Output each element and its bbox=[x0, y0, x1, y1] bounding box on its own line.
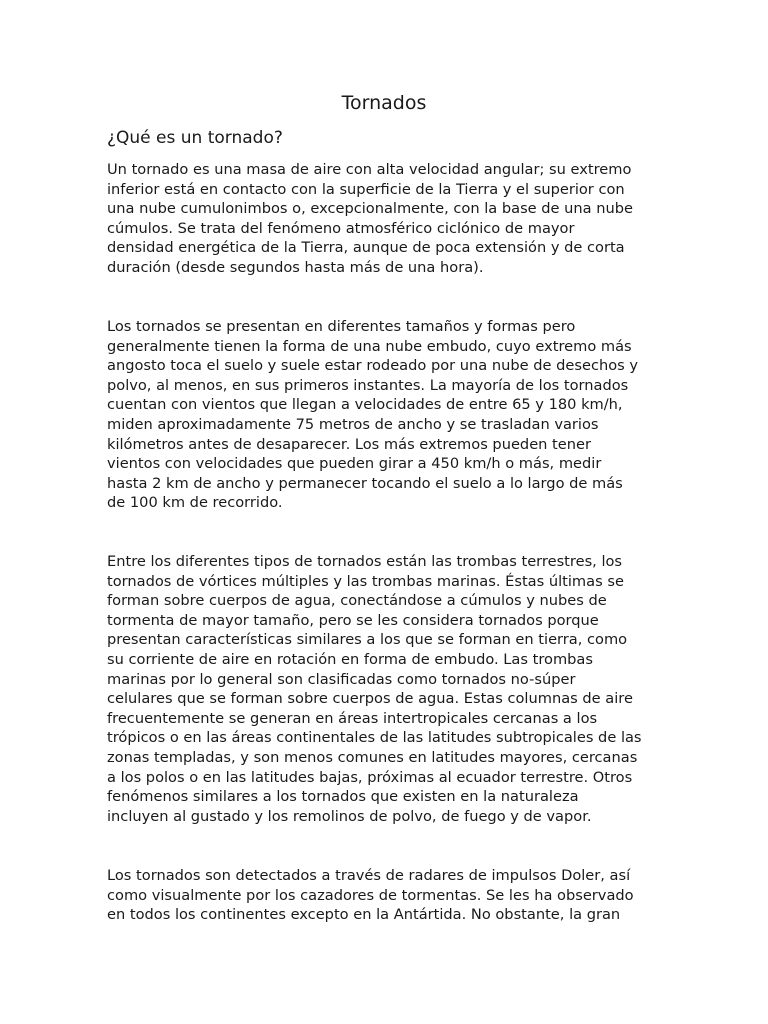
text-line: tornados de vórtices múltiples y las trombas marinas. Éstas últimas se bbox=[107, 572, 624, 590]
text-line: marinas por lo general son clasificadas como tornados no-súper bbox=[107, 670, 576, 688]
text-line: su corriente de aire en rotación en forma de embudo. Las trombas bbox=[107, 650, 593, 668]
document-title: Tornados bbox=[341, 92, 427, 114]
paragraph-2 bbox=[107, 317, 667, 513]
paragraph-4 bbox=[107, 866, 667, 925]
text-line: miden aproximadamente 75 metros de ancho y se trasladan varios bbox=[107, 415, 599, 433]
text-line: kilómetros antes de desaparecer. Los más extremos pueden tener bbox=[107, 435, 591, 453]
text-line: polvo, al menos, en sus primeros instantes. La mayoría de los tornados bbox=[107, 376, 629, 394]
text-line: cuentan con vientos que llegan a velocidades de entre 65 y 180 km/h, bbox=[107, 396, 623, 414]
text-line: vientos con velocidades que pueden girar a 450 km/h o más, medir bbox=[107, 455, 602, 473]
text-line: como visualmente por los cazadores de tormentas. Se les ha observado bbox=[107, 886, 634, 904]
text-line: incluyen al gustado y los remolinos de polvo, de fuego y de vapor. bbox=[107, 807, 592, 825]
text-line: Entre los diferentes tipos de tornados están las trombas terrestres, los bbox=[107, 553, 623, 570]
text-line: en todos los continentes excepto en la Antártida. No obstante, la gran bbox=[107, 906, 621, 924]
section-heading: ¿Qué es un tornado? bbox=[107, 128, 283, 148]
text-line: inferior está en contacto con la superficie de la Tierra y el superior con bbox=[107, 180, 625, 198]
text-line: fenómenos similares a los tornados que existen en la naturaleza bbox=[107, 788, 579, 806]
text-line: cúmulos. Se trata del fenómeno atmosférico ciclónico de mayor bbox=[107, 219, 575, 237]
text-line: zonas templadas, y son menos comunes en latitudes mayores, cercanas bbox=[107, 748, 638, 766]
text-line: densidad energética de la Tierra, aunque de poca extensión y de corta bbox=[107, 239, 625, 257]
paragraph-1 bbox=[107, 160, 667, 278]
text-line: generalmente tienen la forma de una nube embudo, cuyo extremo más bbox=[107, 337, 632, 355]
text-line: presentan características similares a los que se forman en tierra, como bbox=[107, 631, 628, 649]
text-line: angosto toca el suelo y suele estar rodeado por una nube de desechos y bbox=[107, 357, 639, 375]
text-line: forman sobre cuerpos de agua, conectándose a cúmulos y nubes de bbox=[107, 592, 607, 610]
text-line: frecuentemente se generan en áreas intertropicales cercanas a los bbox=[107, 709, 598, 727]
text-line: Los tornados son detectados a través de radares de impulsos Doler, así bbox=[107, 867, 631, 884]
text-line: trópicos o en las áreas continentales de las latitudes subtropicales de las bbox=[107, 729, 642, 747]
text-line: Un tornado es una masa de aire con alta velocidad angular; su extremo bbox=[107, 161, 632, 178]
text-line: hasta 2 km de ancho y permanecer tocando el suelo a lo largo de más bbox=[107, 474, 623, 492]
text-line: celulares que se forman sobre cuerpos de agua. Estas columnas de aire bbox=[107, 690, 633, 708]
text-line: duración (desde segundos hasta más de una hora). bbox=[107, 258, 484, 276]
paragraph-3 bbox=[107, 552, 667, 826]
text-line: una nube cumulonimbos o, excepcionalmente, con la base de una nube bbox=[107, 200, 633, 218]
text-line: Los tornados se presentan en diferentes tamaños y formas pero bbox=[107, 318, 576, 335]
text-line: a los polos o en las latitudes bajas, próximas al ecuador terrestre. Otros bbox=[107, 768, 633, 786]
text-line: tormenta de mayor tamaño, pero se les considera tornados porque bbox=[107, 611, 599, 629]
text-line: de 100 km de recorrido. bbox=[107, 494, 283, 512]
